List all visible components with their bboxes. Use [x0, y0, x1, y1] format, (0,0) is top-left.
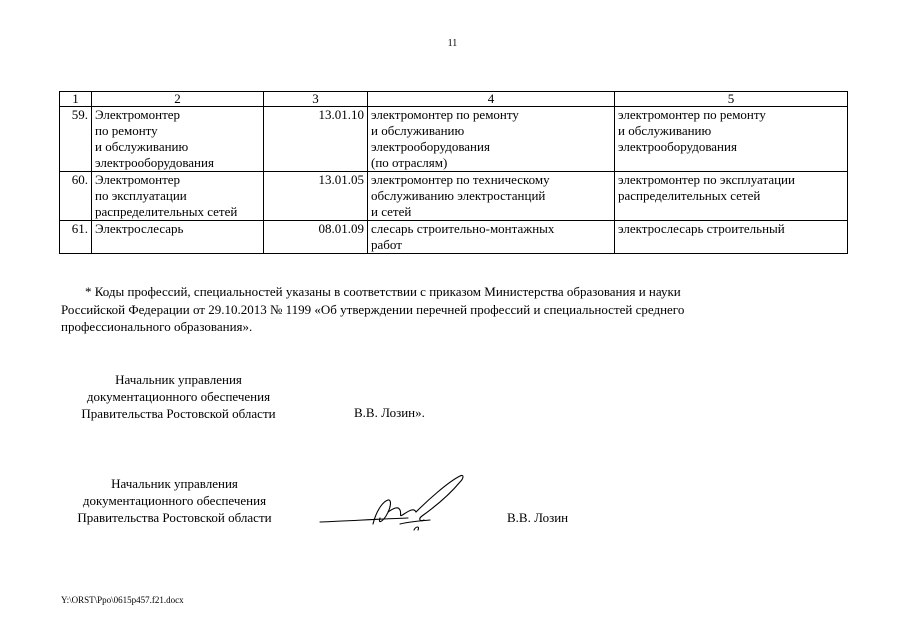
professions-table: [59, 91, 848, 254]
cell-line: и обслуживанию: [95, 139, 189, 154]
signatory-title-line: Начальник управления: [111, 476, 238, 491]
cell-line: электрооборудования: [618, 139, 737, 154]
cell-line: электромонтер по ремонту: [618, 107, 766, 122]
profession-name: [92, 107, 264, 172]
cell-line: электрослесарь строительный: [618, 221, 785, 236]
page-number: 11: [447, 38, 458, 49]
qualification: [615, 221, 848, 254]
profession-code: 13.01.05: [264, 172, 368, 221]
cell-line: электрооборудования: [371, 139, 490, 154]
cell-line: электромонтер по эксплуатации: [618, 172, 795, 187]
cell-line: Электромонтер: [95, 172, 181, 187]
row-number: 60.: [60, 172, 92, 221]
header-col-3: 3: [264, 92, 368, 107]
footnote-line: * Коды профессий, специальностей указаны в соответствии с приказом Министерства образования и науки: [85, 284, 681, 299]
cell-line: работ: [371, 237, 402, 252]
cell-line: распределительных сетей: [618, 188, 761, 203]
footnote: [61, 283, 846, 336]
cell-line: распределительных сетей: [95, 204, 238, 219]
signatory-title-line: Правительства Ростовской области: [81, 406, 276, 421]
footnote-line: Российской Федерации от 29.10.2013 № 1199 «Об утверждении перечней профессий и специальностей среднего: [61, 301, 685, 317]
cell-line: Электрослесарь: [95, 221, 184, 236]
cell-line: электрооборудования: [95, 155, 214, 170]
related-profession: [368, 172, 615, 221]
row-number: 61.: [60, 221, 92, 254]
related-profession: [368, 221, 615, 254]
handwritten-signature: [318, 472, 468, 542]
cell-line: и сетей: [371, 204, 412, 219]
cell-line: слесарь строительно-монтажных: [371, 221, 555, 236]
cell-line: по ремонту: [95, 123, 158, 138]
table-row: [60, 107, 848, 172]
cell-line: электромонтер по техническому: [371, 172, 550, 187]
table-row: [60, 221, 848, 254]
qualification: [615, 172, 848, 221]
cell-line: и обслуживанию: [618, 123, 712, 138]
profession-name: [92, 221, 264, 254]
signatory-name-1: В.В. Лозин».: [354, 405, 425, 420]
cell-line: (по отраслям): [371, 155, 448, 170]
cell-line: Электромонтер: [95, 107, 181, 122]
signatory-title-2: [57, 475, 292, 526]
row-number: 59.: [60, 107, 92, 172]
header-col-2: 2: [92, 92, 264, 107]
profession-code: 08.01.09: [264, 221, 368, 254]
table-header-row: [60, 92, 848, 107]
signatory-name-2: В.В. Лозин: [507, 510, 569, 525]
profession-code: 13.01.10: [264, 107, 368, 172]
signatory-title-line: документационного обеспечения: [86, 389, 271, 404]
signatory-title-line: Правительства Ростовской области: [77, 510, 272, 525]
cell-line: по эксплуатации: [95, 188, 187, 203]
cell-line: электромонтер по ремонту: [371, 107, 519, 122]
table-row: [60, 172, 848, 221]
signatory-title-line: документационного обеспечения: [82, 493, 267, 508]
related-profession: [368, 107, 615, 172]
header-col-4: 4: [368, 92, 615, 107]
header-col-1: 1: [60, 92, 92, 107]
signatory-title-line: Начальник управления: [115, 372, 242, 387]
profession-name: [92, 172, 264, 221]
footnote-line: профессионального образования».: [61, 319, 253, 334]
qualification: [615, 107, 848, 172]
cell-line: обслуживанию электростанций: [371, 188, 546, 203]
header-col-5: 5: [615, 92, 848, 107]
cell-line: и обслуживанию: [371, 123, 465, 138]
signatory-title-1: [61, 371, 296, 422]
file-path: Y:\ORST\Ppo\0615p457.f21.docx: [61, 595, 184, 605]
